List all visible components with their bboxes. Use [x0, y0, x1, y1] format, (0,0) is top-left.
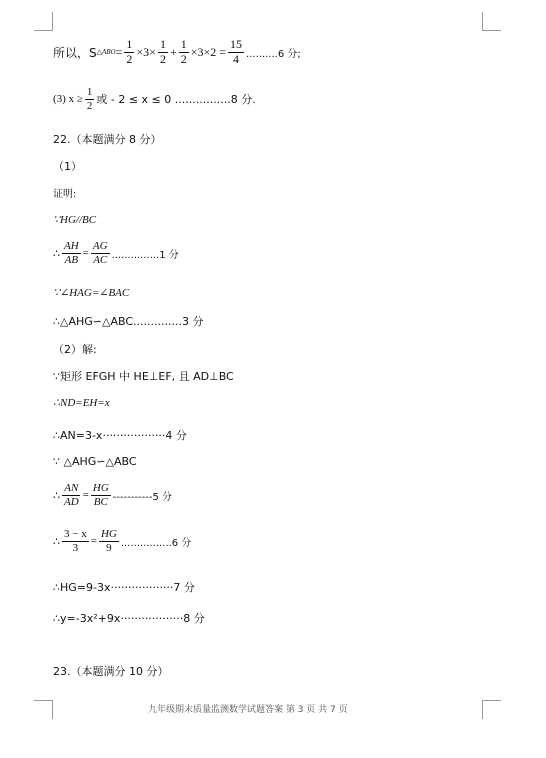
step-angle: ∵∠HAG=∠BAC: [53, 287, 130, 299]
fraction: [62, 528, 89, 554]
denominator: 2: [180, 51, 187, 66]
page-footer: 九年级期末质量监测数学试题答案 第 3 页 共 7 页: [148, 705, 348, 715]
therefore-sign: ∴: [53, 535, 60, 548]
therefore-sign: ∴: [53, 489, 60, 502]
denominator: 3: [72, 541, 79, 554]
inequality-end: 或 - 2 ≤ x ≤ 0 ................8 分.: [96, 93, 256, 107]
numerator: AG: [92, 240, 108, 252]
therefore-sign: ∴: [53, 247, 60, 260]
part-2-label: （2）解:: [53, 343, 97, 356]
step-ratio-3: [53, 528, 191, 554]
score-note: ...............1 分: [111, 249, 179, 261]
step-nd: ∴ND=EH=x: [53, 397, 110, 409]
step-parallel: ∵HG//BC: [53, 214, 97, 226]
score-note: ..........6 分;: [246, 48, 301, 60]
question-23-heading: 23.（本题满分 10 分）: [53, 665, 169, 678]
fraction: [179, 38, 189, 67]
fraction: [62, 482, 81, 508]
crop-mark-bottom-left: [34, 700, 53, 719]
plus-sign: +: [169, 44, 177, 59]
denominator: 2: [126, 51, 133, 66]
numerator: HG: [92, 482, 109, 494]
area-subscript: △ABO: [96, 48, 116, 57]
denominator: BC: [93, 495, 108, 508]
area-formula-line: [53, 38, 301, 67]
crop-mark-bottom-right: [482, 700, 501, 719]
denominator: 2: [159, 51, 166, 66]
multiply-term: ×3×2 =: [190, 44, 227, 59]
step-rectangle: ∵矩形 EFGH 中 HE⊥EF, 且 AD⊥BC: [53, 370, 234, 383]
step-hg: ∴HG=9-3x··················7 分: [53, 581, 195, 594]
denominator: 4: [233, 51, 240, 66]
numerator: 1: [86, 86, 93, 98]
step-y: ∴y=-3x²+9x··················8 分: [53, 612, 205, 625]
numerator: 3 − x: [64, 528, 87, 540]
part-1-label: （1）: [53, 160, 82, 173]
equals-sign: =: [82, 489, 89, 502]
equals-sign: =: [115, 44, 123, 59]
step-similar-2: ∵ △AHG∽△ABC: [53, 455, 137, 468]
equals-sign: =: [82, 247, 89, 260]
question-22-heading: 22.（本题满分 8 分）: [53, 133, 162, 146]
crop-mark-top-left: [34, 12, 53, 31]
proof-label: 证明:: [53, 189, 77, 200]
denominator: 2: [86, 99, 93, 112]
score-note: ................6 分: [120, 537, 192, 549]
multiply-term: ×3×: [136, 44, 156, 59]
denominator: AB: [64, 253, 79, 266]
numerator: 1: [126, 37, 133, 51]
crop-mark-top-right: [482, 12, 501, 31]
fraction: [91, 240, 110, 266]
numerator: HG: [100, 528, 117, 540]
equals-sign: =: [90, 535, 97, 548]
inequality-start: (3) x ≥: [53, 93, 83, 106]
fraction: [85, 86, 95, 112]
numerator: 15: [230, 37, 243, 51]
denominator: 9: [106, 541, 112, 554]
numerator: AH: [64, 240, 79, 252]
area-prefix: 所以，S: [53, 45, 97, 60]
denominator: AC: [93, 253, 108, 266]
score-note: -----------5 分: [112, 491, 173, 503]
numerator: AN: [64, 482, 79, 494]
fraction: [99, 528, 119, 554]
fraction: [62, 240, 81, 266]
fraction: [228, 38, 244, 67]
fraction: [158, 38, 168, 67]
denominator: AD: [64, 495, 79, 508]
fraction: [124, 38, 134, 67]
step-ratio-2: [53, 482, 172, 508]
numerator: 1: [180, 37, 187, 51]
step-an: ∴AN=3-x··················4 分: [53, 429, 187, 442]
step-similar-1: ∴△AHG∽△ABC..............3 分: [53, 315, 204, 328]
fraction: [91, 482, 111, 508]
inequality-line: [53, 86, 256, 112]
step-ratio-1: [53, 240, 179, 266]
numerator: 1: [159, 37, 166, 51]
